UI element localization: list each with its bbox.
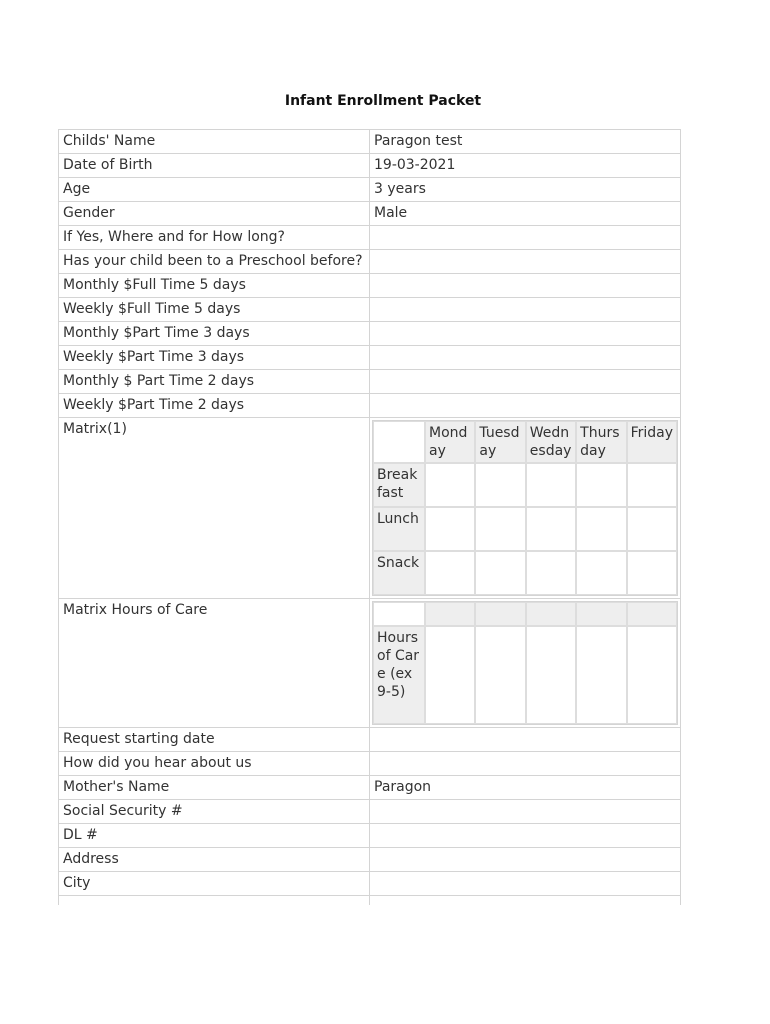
table-row-partial bbox=[59, 896, 681, 906]
table-row bbox=[59, 800, 681, 824]
matrix-header-row bbox=[373, 421, 677, 463]
table-row bbox=[59, 154, 681, 178]
matrix-cell[interactable] bbox=[576, 626, 626, 724]
field-value[interactable] bbox=[370, 896, 681, 906]
matrix-corner bbox=[373, 602, 425, 626]
matrix-cell[interactable] bbox=[526, 626, 576, 724]
field-label bbox=[59, 896, 370, 906]
matrix-header-row bbox=[373, 602, 677, 626]
matrix-header-cell bbox=[526, 602, 576, 626]
table-row bbox=[59, 848, 681, 872]
field-label: Childs' Name bbox=[59, 130, 370, 154]
field-label: DL # bbox=[59, 824, 370, 848]
matrix-header-cell bbox=[627, 602, 677, 626]
matrix-cell[interactable] bbox=[475, 551, 525, 595]
table-row bbox=[59, 226, 681, 250]
matrix-cell[interactable] bbox=[425, 626, 475, 724]
field-label: How did you hear about us bbox=[59, 752, 370, 776]
field-label: Date of Birth bbox=[59, 154, 370, 178]
table-row bbox=[59, 752, 681, 776]
matrix-cell[interactable] bbox=[627, 463, 677, 507]
enrollment-form-table bbox=[58, 129, 681, 905]
field-label: Social Security # bbox=[59, 800, 370, 824]
field-value[interactable] bbox=[370, 752, 681, 776]
day-header-monday: Monday bbox=[425, 421, 475, 463]
table-row bbox=[59, 274, 681, 298]
field-label: Mother's Name bbox=[59, 776, 370, 800]
matrix-row bbox=[373, 626, 677, 724]
field-label: Weekly $Part Time 2 days bbox=[59, 394, 370, 418]
table-row bbox=[59, 418, 681, 599]
matrix-cell[interactable] bbox=[475, 507, 525, 551]
matrix-cell[interactable] bbox=[576, 551, 626, 595]
table-row bbox=[59, 298, 681, 322]
matrix-row bbox=[373, 551, 677, 595]
matrix-cell[interactable] bbox=[627, 507, 677, 551]
table-row bbox=[59, 872, 681, 896]
hours-matrix bbox=[372, 601, 678, 725]
field-value[interactable] bbox=[370, 298, 681, 322]
matrix1-cell bbox=[370, 418, 681, 599]
matrix-hours-label: Matrix Hours of Care bbox=[59, 599, 370, 728]
field-label: Monthly $Part Time 3 days bbox=[59, 322, 370, 346]
hours-of-care-label: Hours of Care (ex 9-5) bbox=[373, 626, 425, 724]
field-value[interactable] bbox=[370, 250, 681, 274]
matrix-header-cell bbox=[475, 602, 525, 626]
meal-label-breakfast: Breakfast bbox=[373, 463, 425, 507]
field-value[interactable] bbox=[370, 226, 681, 250]
matrix-hours-cell bbox=[370, 599, 681, 728]
matrix-cell[interactable] bbox=[475, 463, 525, 507]
matrix-cell[interactable] bbox=[627, 626, 677, 724]
matrix-cell[interactable] bbox=[526, 463, 576, 507]
day-header-friday: Friday bbox=[627, 421, 677, 463]
table-row bbox=[59, 370, 681, 394]
field-value[interactable]: 19-03-2021 bbox=[370, 154, 681, 178]
table-row bbox=[59, 728, 681, 752]
field-value[interactable]: 3 years bbox=[370, 178, 681, 202]
field-value[interactable] bbox=[370, 394, 681, 418]
field-value[interactable] bbox=[370, 872, 681, 896]
field-label: Request starting date bbox=[59, 728, 370, 752]
field-label: Weekly $Part Time 3 days bbox=[59, 346, 370, 370]
field-label: Monthly $Full Time 5 days bbox=[59, 274, 370, 298]
field-value[interactable] bbox=[370, 274, 681, 298]
field-label: Monthly $ Part Time 2 days bbox=[59, 370, 370, 394]
table-row bbox=[59, 599, 681, 728]
meal-label-lunch: Lunch bbox=[373, 507, 425, 551]
matrix-cell[interactable] bbox=[526, 507, 576, 551]
matrix-cell[interactable] bbox=[425, 463, 475, 507]
field-value[interactable] bbox=[370, 824, 681, 848]
table-row bbox=[59, 250, 681, 274]
matrix1-label: Matrix(1) bbox=[59, 418, 370, 599]
field-label: Has your child been to a Preschool before? bbox=[59, 250, 370, 274]
field-value[interactable] bbox=[370, 848, 681, 872]
table-row bbox=[59, 322, 681, 346]
field-value[interactable] bbox=[370, 346, 681, 370]
matrix-cell[interactable] bbox=[576, 463, 626, 507]
field-label: If Yes, Where and for How long? bbox=[59, 226, 370, 250]
field-value[interactable]: Male bbox=[370, 202, 681, 226]
field-label: City bbox=[59, 872, 370, 896]
page-title: Infant Enrollment Packet bbox=[284, 93, 482, 109]
matrix-header-cell bbox=[576, 602, 626, 626]
matrix-cell[interactable] bbox=[475, 626, 525, 724]
table-row bbox=[59, 202, 681, 226]
table-row bbox=[59, 130, 681, 154]
matrix-cell[interactable] bbox=[576, 507, 626, 551]
table-row bbox=[59, 178, 681, 202]
matrix-header-cell bbox=[425, 602, 475, 626]
day-header-wednesday: Wednesday bbox=[526, 421, 576, 463]
table-row bbox=[59, 776, 681, 800]
matrix-cell[interactable] bbox=[425, 507, 475, 551]
matrix-cell[interactable] bbox=[627, 551, 677, 595]
field-label: Weekly $Full Time 5 days bbox=[59, 298, 370, 322]
table-row bbox=[59, 346, 681, 370]
field-value[interactable] bbox=[370, 322, 681, 346]
field-label: Gender bbox=[59, 202, 370, 226]
field-value[interactable]: Paragon bbox=[370, 776, 681, 800]
matrix-row bbox=[373, 463, 677, 507]
table-row bbox=[59, 824, 681, 848]
day-header-thursday: Thursday bbox=[576, 421, 626, 463]
field-value[interactable] bbox=[370, 370, 681, 394]
field-value[interactable] bbox=[370, 728, 681, 752]
field-label: Address bbox=[59, 848, 370, 872]
matrix-cell[interactable] bbox=[425, 551, 475, 595]
matrix-row bbox=[373, 507, 677, 551]
field-label: Age bbox=[59, 178, 370, 202]
matrix-cell[interactable] bbox=[526, 551, 576, 595]
day-header-tuesday: Tuesday bbox=[475, 421, 525, 463]
meal-matrix bbox=[372, 420, 678, 596]
matrix-corner bbox=[373, 421, 425, 463]
table-row bbox=[59, 394, 681, 418]
meal-label-snack: Snack bbox=[373, 551, 425, 595]
field-value[interactable] bbox=[370, 800, 681, 824]
field-value[interactable]: Paragon test bbox=[370, 130, 681, 154]
